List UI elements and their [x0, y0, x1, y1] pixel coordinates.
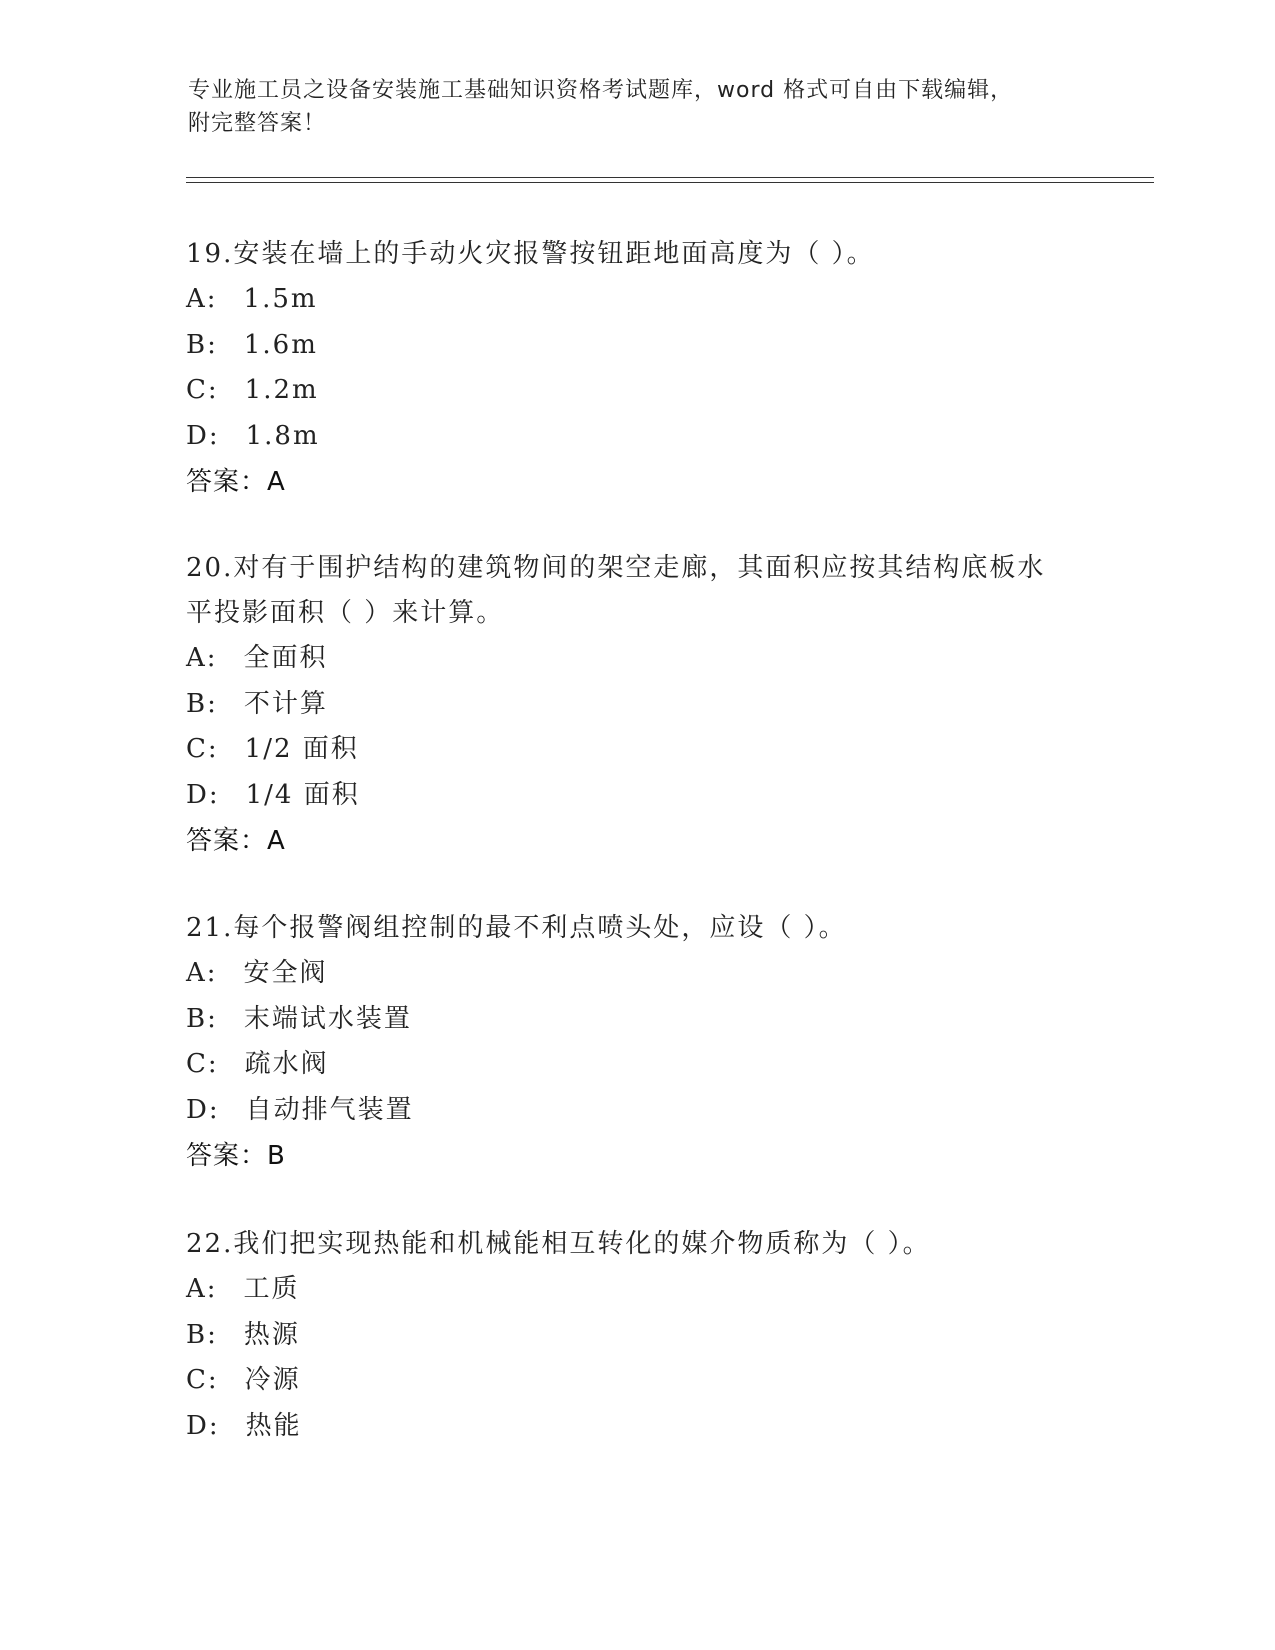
- option-d: [186, 1088, 1086, 1134]
- question-text: 22.我们把实现热能和机械能相互转化的媒介物质称为（ ）。: [186, 1229, 931, 1259]
- option-text: 热能: [245, 1410, 302, 1441]
- option-d: [186, 414, 1086, 460]
- option-letter: C:: [186, 375, 219, 405]
- option-letter: A:: [186, 958, 218, 988]
- option-text: 冷源: [244, 1365, 301, 1395]
- header-line-2: 附完整答案！: [188, 111, 327, 136]
- option-letter: D:: [186, 1410, 220, 1441]
- question-21: [186, 906, 1086, 1179]
- option-letter: D:: [186, 1094, 220, 1125]
- option-letter: C:: [186, 1049, 219, 1079]
- header-divider-top: [186, 177, 1154, 178]
- option-letter: B:: [186, 1319, 218, 1350]
- question-text: 19.安装在墙上的手动火灾报警按钮距地面高度为（ ）。: [186, 239, 875, 269]
- option-text: 热源: [243, 1319, 300, 1350]
- option-a: [186, 1267, 1086, 1313]
- option-a: [186, 277, 1086, 323]
- header-line-1: 专业施工员之设备安装施工基础知识资格考试题库，word 格式可自由下载编辑，: [188, 78, 1014, 103]
- option-text: 1.5m: [243, 284, 318, 314]
- option-letter: D:: [186, 420, 220, 451]
- option-letter: B:: [186, 688, 218, 719]
- option-text: 1/2 面积: [244, 734, 359, 764]
- option-c: [186, 727, 1066, 773]
- option-letter: B:: [186, 329, 218, 360]
- option-text: 1.8m: [245, 420, 320, 451]
- option-b: [186, 997, 1086, 1043]
- option-c: [186, 1042, 1086, 1088]
- option-text: 末端试水装置: [243, 1003, 412, 1034]
- option-letter: A:: [186, 284, 218, 314]
- option-text: 安全阀: [243, 958, 328, 988]
- question-text: 21.每个报警阀组控制的最不利点喷头处，应设（ ）。: [186, 913, 847, 943]
- document-header: [188, 74, 1068, 140]
- question-20: [186, 546, 1066, 864]
- option-text: 疏水阀: [244, 1049, 329, 1079]
- option-letter: C:: [186, 734, 219, 764]
- option-c: [186, 368, 1086, 414]
- option-c: [186, 1358, 1086, 1404]
- option-letter: D:: [186, 779, 220, 810]
- option-text: 1/4 面积: [245, 779, 360, 810]
- answer: 答案：A: [186, 826, 286, 856]
- option-a: [186, 636, 1066, 682]
- answer: 答案：A: [186, 467, 286, 497]
- option-text: 1.2m: [244, 375, 319, 405]
- option-b: [186, 1313, 1086, 1359]
- option-text: 不计算: [243, 688, 328, 719]
- option-a: [186, 951, 1086, 997]
- option-letter: A:: [186, 1274, 218, 1304]
- question-19: [186, 232, 1086, 505]
- option-letter: C:: [186, 1365, 219, 1395]
- option-text: 1.6m: [243, 329, 318, 360]
- option-b: [186, 323, 1086, 369]
- option-b: [186, 682, 1066, 728]
- header-divider-bottom: [186, 182, 1154, 183]
- option-text: 工质: [243, 1274, 300, 1304]
- answer: 答案：B: [186, 1141, 286, 1171]
- option-d: [186, 773, 1066, 819]
- option-letter: B:: [186, 1003, 218, 1034]
- option-letter: A:: [186, 643, 218, 673]
- question-22: [186, 1222, 1086, 1449]
- option-text: 自动排气装置: [245, 1094, 414, 1125]
- option-d: [186, 1404, 1086, 1450]
- question-text: 20.对有于围护结构的建筑物间的架空走廊，其面积应按其结构底板水平投影面积（ ）来计算。: [186, 553, 1046, 628]
- option-text: 全面积: [243, 643, 328, 673]
